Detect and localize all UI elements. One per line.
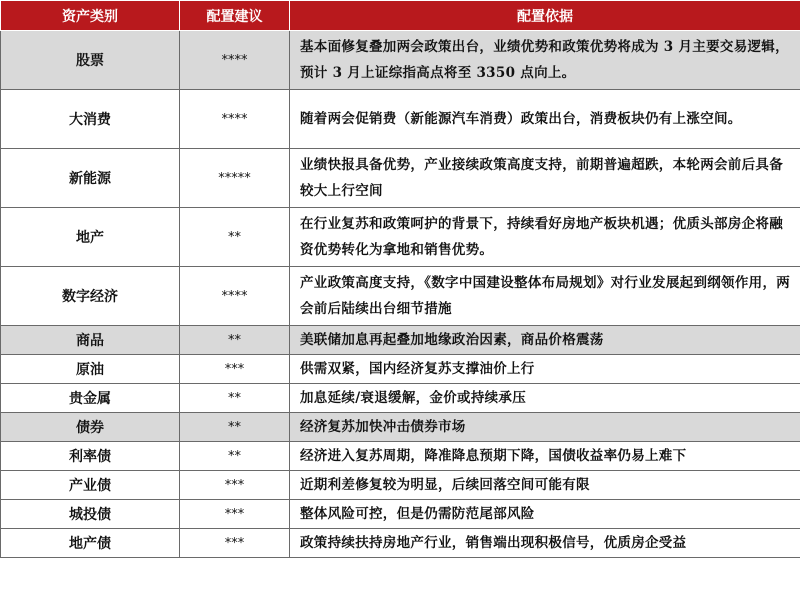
row-basis: 加息延续/衰退缓解，金价或持续承压 [290, 384, 800, 413]
row-rating: ** [180, 208, 290, 267]
table-row [1, 413, 800, 442]
row-rating: *** [180, 500, 290, 529]
row-basis: 产业政策高度支持，《数字中国建设整体布局规划》对行业发展起到纲领作用，两会前后陆续出台细节措施 [290, 267, 800, 326]
row-basis: 政策持续扶持房地产行业，销售端出现积极信号，优质房企受益 [290, 529, 800, 558]
row-category: 股票 [1, 31, 180, 90]
table-row [1, 267, 800, 326]
table-header-row [1, 1, 800, 31]
row-basis: 经济进入复苏周期，降准降息预期下降，国债收益率仍易上难下 [290, 442, 800, 471]
row-rating: ** [180, 442, 290, 471]
row-rating: ** [180, 326, 290, 355]
row-basis: 经济复苏加快冲击债券市场 [290, 413, 800, 442]
row-basis: 随着两会促销费（新能源汽车消费）政策出台，消费板块仍有上涨空间。 [290, 90, 800, 149]
row-rating: ***** [180, 149, 290, 208]
row-category: 原油 [1, 355, 180, 384]
row-rating: **** [180, 31, 290, 90]
row-basis: 供需双紧，国内经济复苏支撑油价上行 [290, 355, 800, 384]
row-rating: **** [180, 90, 290, 149]
table-row [1, 208, 800, 267]
table-row [1, 500, 800, 529]
row-category: 城投债 [1, 500, 180, 529]
row-basis: 美联储加息再起叠加地缘政治因素，商品价格震荡 [290, 326, 800, 355]
table-row [1, 326, 800, 355]
table-row [1, 355, 800, 384]
row-category: 大消费 [1, 90, 180, 149]
table-row [1, 442, 800, 471]
row-category: 数字经济 [1, 267, 180, 326]
row-category: 商品 [1, 326, 180, 355]
row-category: 地产 [1, 208, 180, 267]
table-row [1, 529, 800, 558]
row-category: 利率债 [1, 442, 180, 471]
table-row [1, 149, 800, 208]
row-rating: **** [180, 267, 290, 326]
row-rating: *** [180, 471, 290, 500]
table-row [1, 31, 800, 90]
row-category: 地产债 [1, 529, 180, 558]
row-category: 新能源 [1, 149, 180, 208]
row-rating: *** [180, 355, 290, 384]
header-allocation-basis: 配置依据 [290, 1, 800, 31]
row-rating: *** [180, 529, 290, 558]
header-allocation-rating: 配置建议 [180, 1, 290, 31]
row-rating: ** [180, 413, 290, 442]
table-row [1, 384, 800, 413]
row-rating: ** [180, 384, 290, 413]
header-asset-category: 资产类别 [1, 1, 180, 31]
table-row [1, 90, 800, 149]
table-row [1, 471, 800, 500]
row-category: 产业债 [1, 471, 180, 500]
row-basis: 在行业复苏和政策呵护的背景下，持续看好房地产板块机遇；优质头部房企将融资优势转化为拿地和销售优势。 [290, 208, 800, 267]
row-basis: 近期利差修复较为明显，后续回落空间可能有限 [290, 471, 800, 500]
row-basis: 基本面修复叠加两会政策出台，业绩优势和政策优势将成为 3 月主要交易逻辑，预计 3 月上证综指高点将至 3350 点向上。 [290, 31, 800, 90]
row-basis: 业绩快报具备优势，产业接续政策高度支持，前期普遍超跌，本轮两会前后具备较大上行空间 [290, 149, 800, 208]
row-category: 债券 [1, 413, 180, 442]
row-basis: 整体风险可控，但是仍需防范尾部风险 [290, 500, 800, 529]
row-category: 贵金属 [1, 384, 180, 413]
